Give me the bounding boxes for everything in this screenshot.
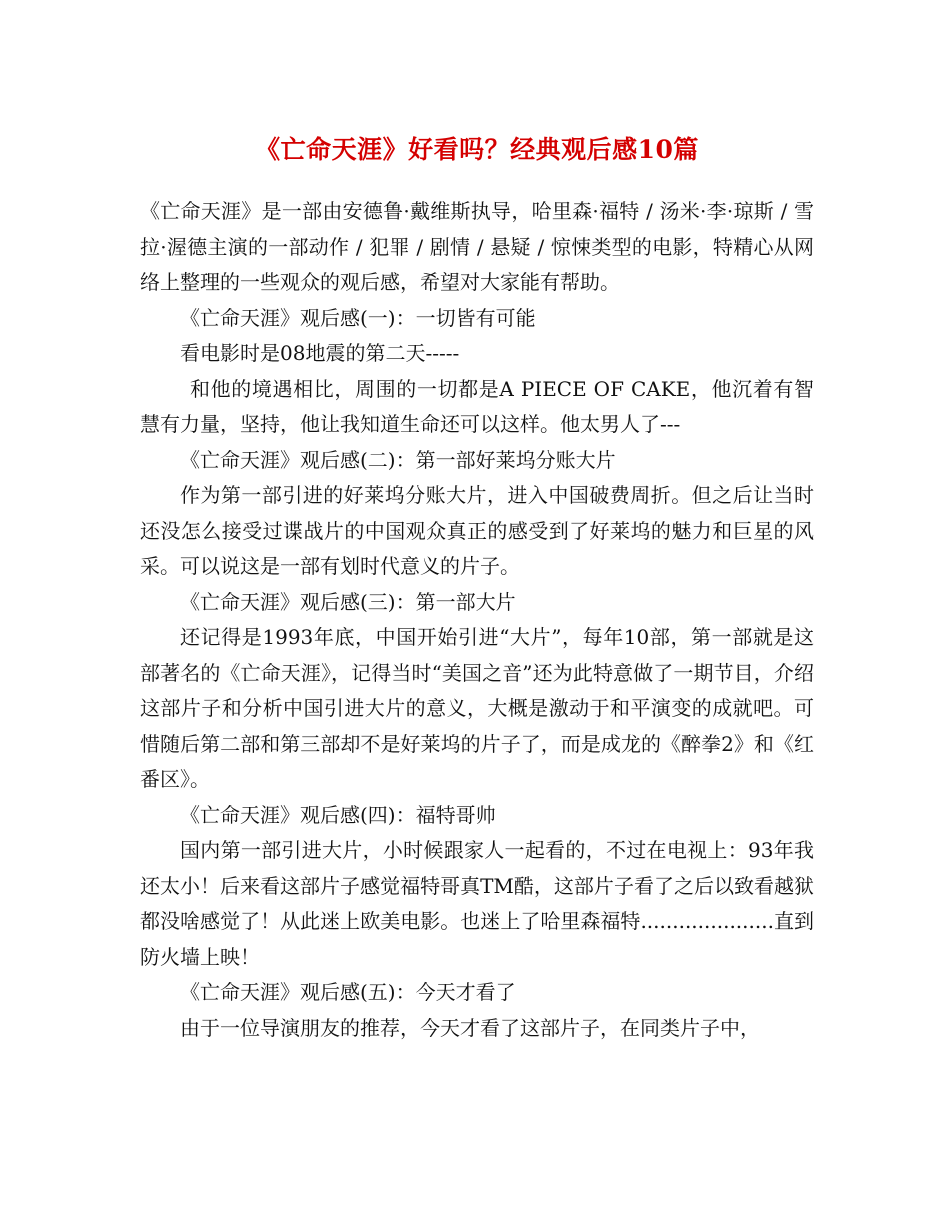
paragraph: 看电影时是08地震的第二天----- — [180, 341, 460, 365]
paragraph: 国内第一部引进大片，小时候跟家人一起看的，不过在电视上：93年我还太小！后来看这部片子感觉福特哥真TM酷，这部片子看了之后以致看越狱都没啥感觉了！从此迷上欧美电影。也迷上了哈里森福特.....................直到防火墙上映！ — [140, 838, 814, 969]
document-title: 《亡命天涯》好看吗？经典观后感10篇 — [255, 135, 699, 164]
intro-paragraph: 《亡命天涯》是一部由安德鲁·戴维斯执导，哈里森·福特 / 汤米·李·琼斯 / 雪拉·渥德主演的一部动作 / 犯罪 / 剧情 / 悬疑 / 惊悚类型的电影，特精心从网络上整理的一些观众的观后感，希望对大家能有帮助。 — [140, 199, 814, 294]
document-page — [140, 130, 814, 1046]
paragraph: 作为第一部引进的好莱坞分账大片，进入中国破费周折。但之后让当时还没怎么接受过谍战片的中国观众真正的感受到了好莱坞的魅力和巨星的风采。可以说这是一部有划时代意义的片子。 — [140, 483, 814, 578]
section-heading-3: 《亡命天涯》观后感(三)：第一部大片 — [180, 589, 516, 614]
paragraph: 还记得是1993年底，中国开始引进“大片”，每年10部，第一部就是这部著名的《亡命天涯》，记得当时“美国之音”还为此特意做了一期节目，介绍这部片子和分析中国引进大片的意义，大概是激动于和平演变的成就吧。可惜随后第二部和第三部却不是好莱坞的片子了，而是成龙的《醉拳2》和《红番区》。 — [140, 625, 814, 791]
section-heading-5: 《亡命天涯》观后感(五)：今天才看了 — [180, 980, 516, 1004]
paragraph: 和他的境遇相比，周围的一切都是A PIECE OF CAKE，他沉着有智慧有力量，坚持，他让我知道生命还可以这样。他太男人了--- — [140, 376, 814, 436]
section-heading-1: 《亡命天涯》观后感(一)：一切皆有可能 — [180, 305, 536, 330]
section-heading-4: 《亡命天涯》观后感(四)：福特哥帅 — [180, 802, 496, 827]
paragraph: 由于一位导演朋友的推荐，今天才看了这部片子，在同类片子中， — [180, 1015, 760, 1040]
section-heading-2: 《亡命天涯》观后感(二)：第一部好莱坞分账大片 — [180, 447, 616, 472]
